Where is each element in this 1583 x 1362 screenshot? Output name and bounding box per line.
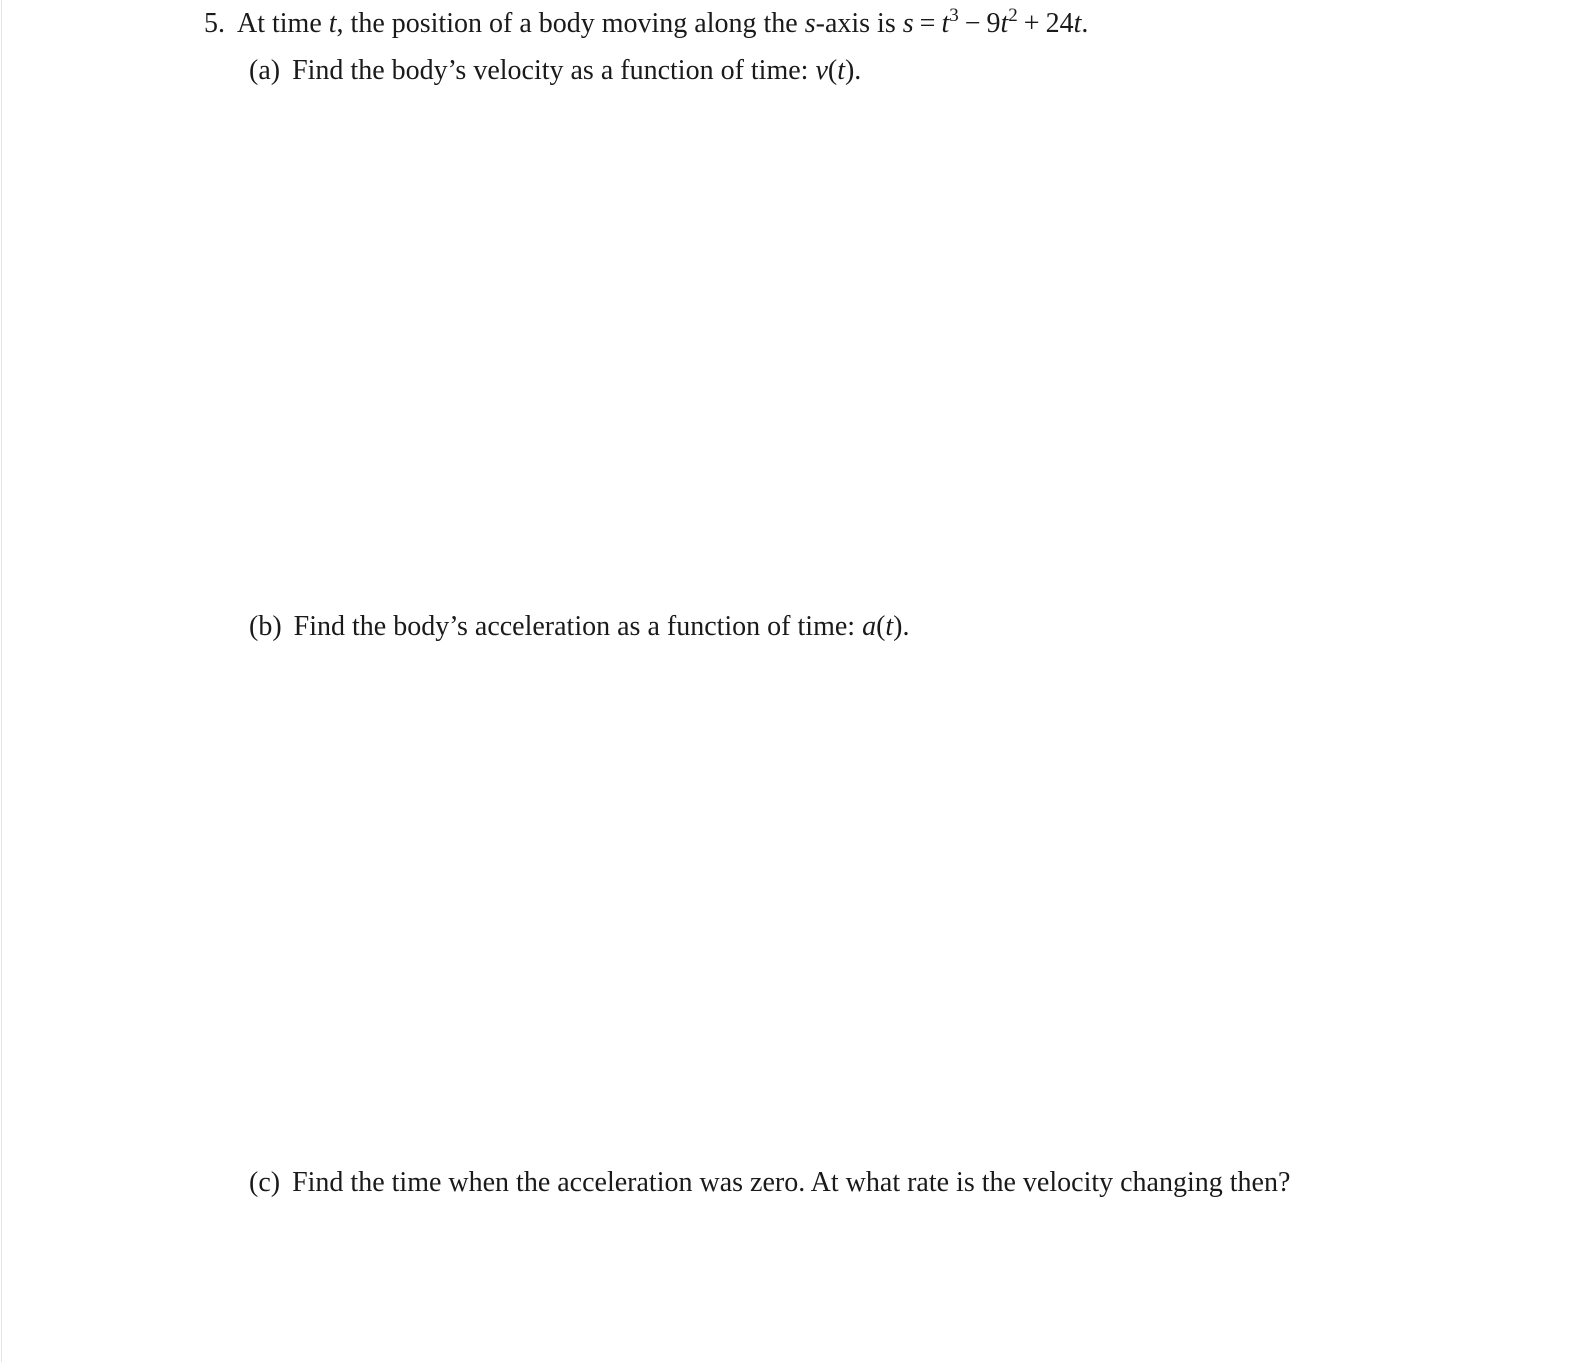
problem-statement (204, 4, 1089, 41)
stem-middle: , the position of a body moving along the (336, 8, 805, 39)
part-a-label: (a) (249, 55, 281, 86)
term-t-squared: t (1000, 8, 1009, 39)
part-c-text: Find the time when the acceleration was zero. At what rate is the velocity changing then? (292, 1167, 1291, 1198)
part-b-text: Find the body’s acceleration as a function of time: (293, 611, 863, 642)
plus-sign: + (1023, 8, 1040, 39)
equation-period: . (1081, 8, 1089, 39)
coef-9: 9 (986, 8, 1001, 39)
part-b (249, 610, 910, 644)
part-c (249, 1166, 1290, 1200)
term-t: t (1073, 8, 1082, 39)
minus-sign: − (964, 8, 981, 39)
part-a-arg: t (837, 55, 845, 86)
part-a-func: v (815, 55, 828, 86)
part-b-func: a (862, 611, 877, 642)
part-b-label: (b) (249, 611, 282, 642)
equation-equals: = (919, 8, 936, 39)
part-b-arg: t (885, 611, 894, 642)
coef-24: 24 (1045, 8, 1074, 39)
exponent-3: 3 (949, 4, 959, 26)
part-c-label: (c) (249, 1167, 281, 1198)
part-b-open: ( (876, 611, 886, 642)
part-a-open: ( (827, 55, 838, 86)
problem-number: 5. (204, 8, 225, 39)
part-a-text: Find the body’s velocity as a function of time: (292, 55, 816, 86)
stem-axis: -axis is (815, 8, 903, 39)
term-t-cubed: t (941, 8, 950, 39)
var-t: t (328, 8, 337, 39)
exponent-2: 2 (1008, 4, 1018, 26)
stem-prefix: At time (237, 8, 329, 39)
page-left-edge (1, 0, 2, 1362)
var-s: s (804, 8, 816, 39)
equation-lhs: s (902, 8, 914, 39)
part-a-close: ). (844, 55, 862, 86)
part-b-close: ). (893, 611, 910, 642)
part-a (249, 54, 861, 88)
